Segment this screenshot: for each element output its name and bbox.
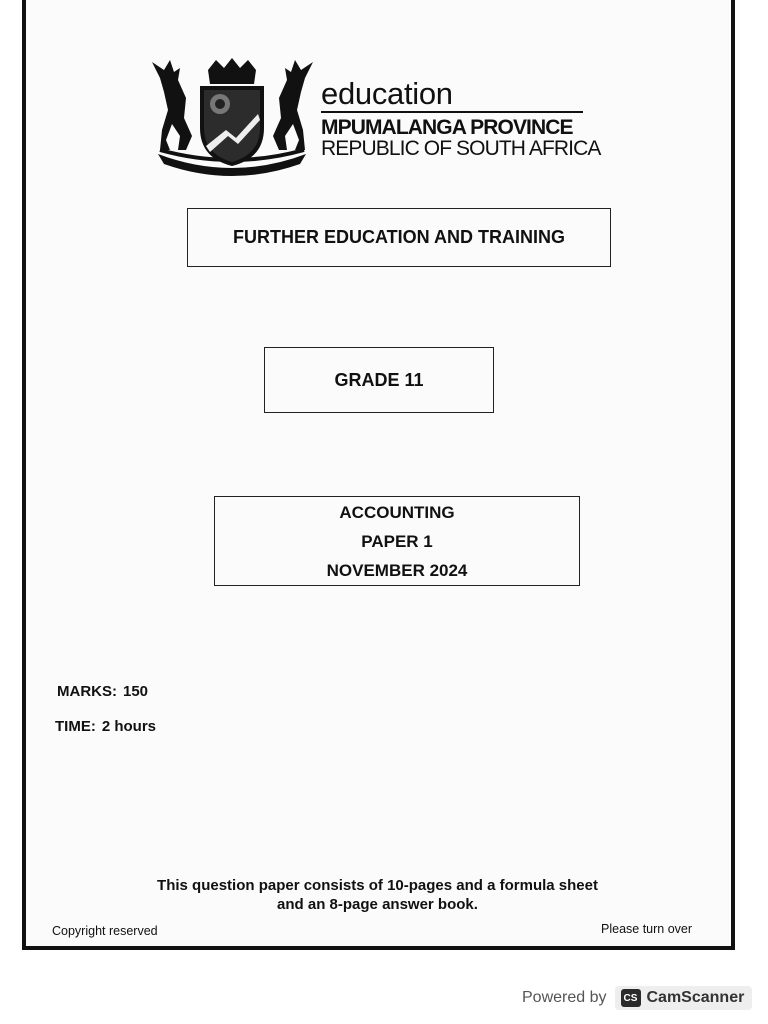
time-line [55,718,156,735]
education-band-title: FURTHER EDUCATION AND TRAINING [233,227,565,247]
education-band-box [187,208,611,267]
marks-line [57,683,148,700]
scanner-watermark [522,984,752,1012]
coat-of-arms-emblem [150,58,315,176]
page-count-note [100,876,655,914]
powered-by-text: Powered by [522,989,607,1006]
camscanner-logo-icon: CS [621,989,641,1007]
camscanner-brand: CamScanner [646,989,745,1006]
department-wordmark: education [321,76,453,111]
marks-value: 150 [123,683,149,700]
camscanner-badge [615,986,753,1010]
province-name: MPUMALANGA PROVINCE [321,116,573,139]
page-count-note-line1: This question paper consists of 10-pages and a formula sheet [157,877,598,894]
copyright-notice: Copyright reserved [52,924,158,938]
country-name: REPUBLIC OF SOUTH AFRICA [321,137,601,160]
time-value: 2 hours [101,718,157,735]
turn-over-notice: Please turn over [601,922,693,936]
paper-number: PAPER 1 [361,531,433,551]
grade-box [264,347,494,413]
marks-label: MARKS: [57,683,117,700]
wordmark-underline [321,111,583,113]
subject-box [214,496,580,586]
subject-title: ACCOUNTING [339,502,455,522]
page-count-note-line2: and an 8-page answer book. [277,896,478,913]
time-label: TIME: [55,718,96,735]
exam-session: NOVEMBER 2024 [326,560,468,580]
grade-title: GRADE 11 [334,369,424,390]
